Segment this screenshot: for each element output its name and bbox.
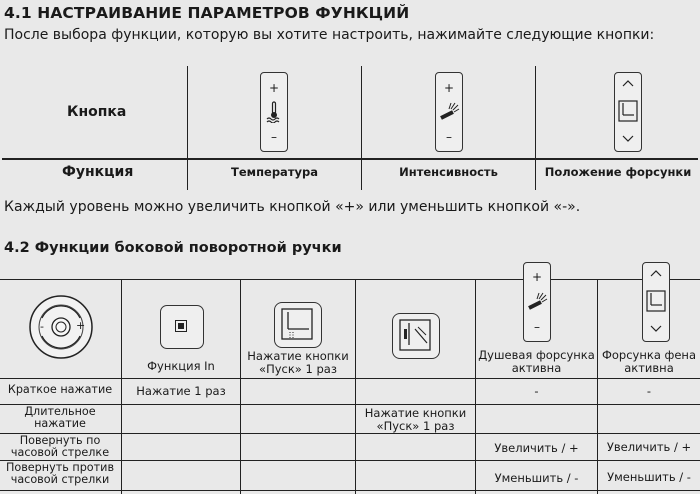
row-label-button: Кнопка: [67, 104, 127, 120]
section-2-title: 4.2 Функции боковой поворотной ручки: [4, 240, 342, 256]
row-label-rotate-cw: Повернуть по часовой стрелке: [10, 434, 110, 459]
table-divider: [0, 279, 700, 280]
function-label-temperature: Температура: [231, 165, 318, 179]
knob-minus-label: -: [40, 320, 44, 333]
minus-icon: –: [534, 320, 540, 334]
cell-rotate-ccw-dryer: Уменьшить / -: [607, 470, 691, 484]
table-divider: [0, 404, 700, 405]
plus-icon: +: [268, 81, 280, 95]
bidet-icon: [399, 319, 431, 351]
cell-short-press-shower: -: [534, 384, 539, 398]
column-header-start: Нажатие кнопки «Пуск» 1 раз: [247, 349, 349, 376]
cell-long-press-bidet: Нажатие кнопки «Пуск» 1 раз: [364, 406, 467, 433]
column-header-shower: Душевая форсунка активна: [478, 348, 595, 375]
spray-nozzle-icon: [438, 101, 460, 123]
chevron-up-icon: [622, 79, 634, 87]
table-divider: [0, 490, 700, 491]
in-function-button[interactable]: [160, 305, 204, 349]
table-divider: [2, 158, 698, 160]
cell-short-press-in: Нажатие 1 раз: [136, 384, 226, 398]
note-text: Каждый уровень можно увеличить кнопкой «+» или уменьшить кнопкой «-».: [4, 199, 581, 215]
row-label-long-press: Длительное нажатие: [24, 405, 96, 430]
row-label-function: Функция: [62, 164, 134, 180]
seat-icon: [281, 308, 313, 340]
function-label-intensity: Интенсивность: [399, 165, 498, 179]
minus-icon: –: [271, 130, 277, 144]
square-icon: [175, 320, 187, 332]
shower-nozzle-button[interactable]: [523, 262, 551, 342]
intensity-button[interactable]: [435, 72, 463, 152]
nozzle-position-icon: [618, 100, 638, 122]
plus-icon: +: [443, 81, 455, 95]
column-header-in: Функция In: [147, 359, 215, 373]
column-header-dryer: Форсунка фена активна: [601, 348, 696, 375]
cell-rotate-cw-shower: Увеличить / +: [494, 441, 579, 455]
nozzle-position-button[interactable]: [614, 72, 642, 152]
table-divider: [240, 279, 241, 494]
dryer-nozzle-button[interactable]: [642, 262, 670, 342]
function-label-position: Положение форсунки: [544, 165, 692, 179]
nozzle-position-icon: [646, 290, 666, 312]
seat-function-button[interactable]: [274, 302, 322, 348]
cell-short-press-dryer: -: [646, 384, 652, 398]
table-divider: [0, 433, 700, 434]
knob-plus-label: +: [76, 319, 86, 332]
section-1-intro: После выбора функции, которую вы хотите настроить, нажимайте следующие кнопки:: [4, 27, 655, 43]
table-divider: [0, 378, 700, 379]
cell-rotate-cw-dryer: Увеличить / +: [606, 440, 692, 454]
chevron-down-icon: [650, 325, 662, 333]
table-divider: [355, 279, 356, 494]
row-label-short-press: Краткое нажатие: [7, 383, 113, 396]
plus-icon: +: [531, 270, 543, 284]
bidet-function-button[interactable]: [392, 313, 440, 359]
cell-rotate-ccw-shower: Уменьшить / -: [494, 471, 579, 485]
minus-icon: –: [446, 130, 452, 144]
spray-nozzle-icon: [526, 291, 548, 313]
temperature-button[interactable]: [260, 72, 288, 152]
chevron-up-icon: [650, 269, 662, 277]
section-1-title: 4.1 НАСТРАИВАНИЕ ПАРАМЕТРОВ ФУНКЦИЙ: [4, 4, 410, 22]
temperature-icon: [265, 101, 283, 123]
row-label-rotate-ccw: Повернуть против часовой стрелки: [5, 461, 115, 486]
chevron-down-icon: [622, 135, 634, 143]
